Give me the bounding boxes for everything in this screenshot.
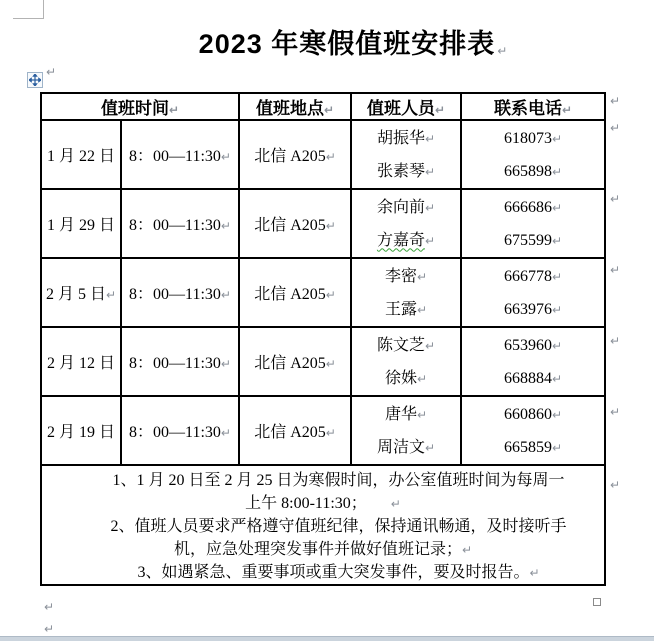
place-cell[interactable]: 北信 A205↵ bbox=[239, 120, 351, 189]
title-paragraph bbox=[0, 22, 654, 61]
date-cell[interactable]: 1 月 29 日 bbox=[41, 189, 121, 258]
paragraph-mark-icon: ↵ bbox=[461, 543, 473, 557]
table-row bbox=[41, 396, 605, 465]
time-cell[interactable]: 8：00—11:30↵ bbox=[121, 189, 239, 258]
cell-mark-icon: ↵ bbox=[424, 164, 436, 179]
cell-mark-icon: ↵ bbox=[323, 103, 335, 117]
cell-mark-icon: ↵ bbox=[325, 219, 336, 233]
time-cell[interactable]: 8：00—11:30↵ bbox=[121, 120, 239, 189]
margin-corner-mark bbox=[13, 0, 44, 19]
person-cell[interactable]: 陈文芝↵ 徐姝↵ bbox=[351, 327, 461, 396]
header-duty-place[interactable]: 值班地点↵ bbox=[239, 93, 351, 120]
paragraph-mark-icon: ↵ bbox=[46, 65, 57, 79]
cell-mark-icon: ↵ bbox=[105, 288, 117, 302]
row-end-mark-icon: ↵ bbox=[610, 94, 621, 108]
place-cell[interactable]: 北信 A205↵ bbox=[239, 327, 351, 396]
cell-mark-icon: ↵ bbox=[424, 233, 436, 248]
table-resize-handle[interactable] bbox=[593, 598, 601, 606]
cell-mark-icon: ↵ bbox=[416, 269, 428, 284]
paragraph-mark-icon: ↵ bbox=[529, 566, 540, 580]
place-cell[interactable]: 北信 A205↵ bbox=[239, 189, 351, 258]
time-cell[interactable]: 8：00—11:30↵ bbox=[121, 327, 239, 396]
row-end-mark-icon: ↵ bbox=[610, 192, 621, 206]
cell-mark-icon: ↵ bbox=[551, 302, 563, 317]
cell-mark-icon: ↵ bbox=[424, 200, 436, 215]
cell-mark-icon: ↵ bbox=[416, 302, 428, 317]
cell-mark-icon: ↵ bbox=[551, 233, 563, 248]
cell-mark-icon: ↵ bbox=[551, 407, 563, 422]
cell-mark-icon: ↵ bbox=[551, 371, 563, 386]
notes-row bbox=[41, 465, 605, 585]
misspelled-name: 方嘉奇 bbox=[376, 231, 425, 249]
row-end-mark-icon: ↵ bbox=[610, 478, 621, 492]
row-end-mark-icon: ↵ bbox=[610, 263, 621, 277]
header-duty-time[interactable]: 值班时间↵ bbox=[41, 93, 239, 120]
notes-cell[interactable] bbox=[41, 465, 605, 585]
cell-mark-icon: ↵ bbox=[220, 150, 231, 164]
header-contact-phone[interactable]: 联系电话↵ bbox=[461, 93, 605, 120]
header-row bbox=[41, 93, 605, 120]
cell-mark-icon: ↵ bbox=[551, 131, 563, 146]
paragraph-mark-icon: ↵ bbox=[44, 600, 55, 614]
paragraph-mark-icon: ↵ bbox=[497, 44, 508, 58]
cell-mark-icon: ↵ bbox=[325, 426, 336, 440]
phone-cell[interactable]: 618073↵ 665898↵ bbox=[461, 120, 605, 189]
row-end-mark-icon: ↵ bbox=[610, 334, 621, 348]
date-cell[interactable]: 2 月 19 日 bbox=[41, 396, 121, 465]
cell-mark-icon: ↵ bbox=[424, 440, 436, 455]
time-cell[interactable]: 8：00—11:30↵ bbox=[121, 396, 239, 465]
cell-mark-icon: ↵ bbox=[551, 269, 563, 284]
table-move-handle[interactable] bbox=[27, 72, 43, 88]
cell-mark-icon: ↵ bbox=[416, 407, 428, 422]
cell-mark-icon: ↵ bbox=[220, 288, 231, 302]
place-cell[interactable]: 北信 A205↵ bbox=[239, 396, 351, 465]
place-cell[interactable]: 北信 A205↵ bbox=[239, 258, 351, 327]
note-line: 机，应急处理突发事件并做好值班记录；↵ bbox=[173, 541, 473, 558]
cell-mark-icon: ↵ bbox=[434, 103, 446, 117]
note-line: 上午 8:00-11:30； ↵ bbox=[245, 495, 401, 512]
paragraph-mark-icon: ↵ bbox=[390, 497, 401, 511]
phone-cell[interactable]: 666686↵ 675599↵ bbox=[461, 189, 605, 258]
cell-mark-icon: ↵ bbox=[551, 440, 563, 455]
note-line: 3、如遇紧急、重要事项或重大突发事件，要及时报告。↵ bbox=[137, 564, 540, 581]
row-end-mark-icon: ↵ bbox=[610, 405, 621, 419]
cell-mark-icon: ↵ bbox=[551, 164, 563, 179]
phone-cell[interactable]: 653960↵ 668884↵ bbox=[461, 327, 605, 396]
cell-mark-icon: ↵ bbox=[551, 338, 563, 353]
cell-mark-icon: ↵ bbox=[325, 357, 336, 371]
cell-mark-icon: ↵ bbox=[325, 150, 336, 164]
cell-mark-icon: ↵ bbox=[220, 357, 231, 371]
time-cell[interactable]: 8：00—11:30↵ bbox=[121, 258, 239, 327]
document-title: 2023 年寒假值班安排表 bbox=[198, 29, 496, 59]
table-row bbox=[41, 258, 605, 327]
date-cell[interactable]: 2 月 5 日↵ bbox=[41, 258, 121, 327]
person-cell[interactable]: 胡振华↵ 张素琴↵ bbox=[351, 120, 461, 189]
cell-mark-icon: ↵ bbox=[416, 371, 428, 386]
table-row bbox=[41, 327, 605, 396]
table-row bbox=[41, 189, 605, 258]
date-cell[interactable]: 2 月 12 日 bbox=[41, 327, 121, 396]
cell-mark-icon: ↵ bbox=[220, 219, 231, 233]
paragraph-mark-icon: ↵ bbox=[44, 622, 55, 636]
note-line: 1、1 月 20 日至 2 月 25 日为寒假时间，办公室值班时间为每周一 bbox=[112, 472, 565, 489]
cell-mark-icon: ↵ bbox=[424, 131, 436, 146]
cell-mark-icon: ↵ bbox=[551, 200, 563, 215]
table-row bbox=[41, 120, 605, 189]
person-cell[interactable]: 余向前↵ 方嘉奇↵ bbox=[351, 189, 461, 258]
cell-mark-icon: ↵ bbox=[220, 426, 231, 440]
cell-mark-icon: ↵ bbox=[325, 288, 336, 302]
row-end-mark-icon: ↵ bbox=[610, 121, 621, 135]
cell-mark-icon: ↵ bbox=[424, 338, 436, 353]
move-arrows-icon bbox=[29, 74, 41, 86]
cell-mark-icon: ↵ bbox=[561, 103, 573, 117]
phone-cell[interactable]: 666778↵ 663976↵ bbox=[461, 258, 605, 327]
window-bottom-edge bbox=[0, 636, 654, 641]
note-line: 2、值班人员要求严格遵守值班纪律，保持通讯畅通，及时接听手 bbox=[110, 518, 567, 535]
date-cell[interactable]: 1 月 22 日 bbox=[41, 120, 121, 189]
header-duty-person[interactable]: 值班人员↵ bbox=[351, 93, 461, 120]
person-cell[interactable]: 唐华↵ 周洁文↵ bbox=[351, 396, 461, 465]
duty-schedule-table bbox=[40, 92, 606, 586]
phone-cell[interactable]: 660860↵ 665859↵ bbox=[461, 396, 605, 465]
cell-mark-icon: ↵ bbox=[168, 103, 180, 117]
person-cell[interactable]: 李密↵ 王露↵ bbox=[351, 258, 461, 327]
